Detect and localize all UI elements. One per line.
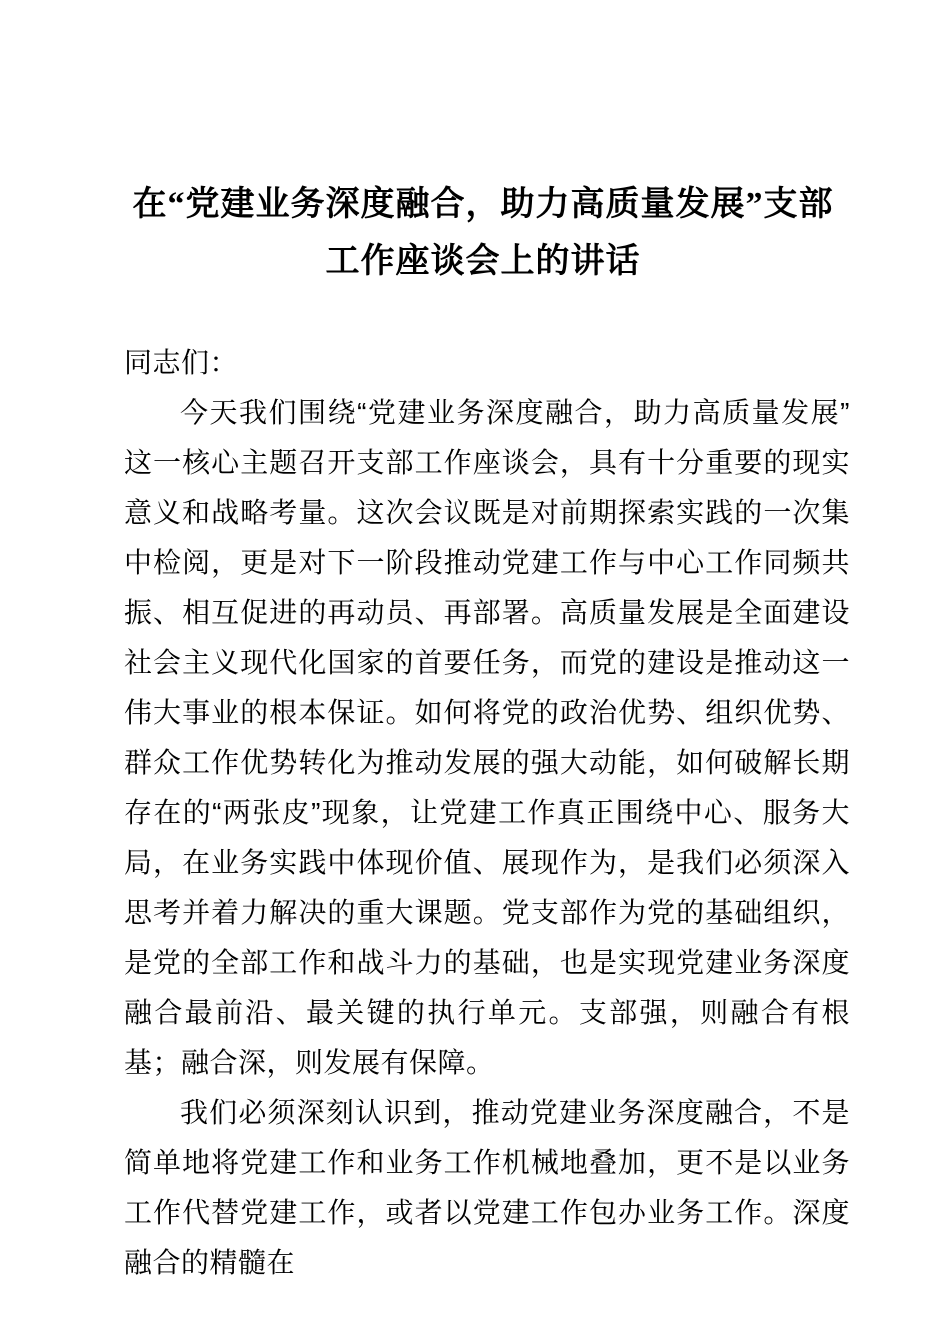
- document-title-line-2: 工作座谈会上的讲话: [325, 243, 641, 280]
- document-body: [0, 338, 950, 1288]
- paragraph-1: 今天我们围绕“党建业务深度融合，助力高质量发展”这一核心主题召开支部工作座谈会，具有十分重要的现实意义和战略考量。这次会议既是对前期探索实践的一次集中检阅，更是对下一阶段推动党建工作与中心工作同频共振、相互促进的再动员、再部署。高质量发展是全面建设社会主义现代化国家的首要任务，而党的建设是推动这一伟大事业的根本保证。如何将党的政治优势、组织优势、群众工作优势转化为推动发展的强大动能，如何破解长期存在的“两张皮”现象，让党建工作真正围绕中心、服务大局，在业务实践中体现价值、展现作为，是我们必须深入思考并着力解决的重大课题。党支部作为党的基础组织，是党的全部工作和战斗力的基础，也是实现党建业务深度融合最前沿、最关键的执行单元。支部强，则融合有根基；融合深，则发展有保障。: [124, 397, 850, 1078]
- document-title: [0, 0, 950, 290]
- salutation: 同志们：: [124, 347, 239, 378]
- paragraph-2: 我们必须深刻认识到，推动党建业务深度融合，不是简单地将党建工作和业务工作机械地叠加，更不是以业务工作代替党建工作，或者以党建工作包办业务工作。深度融合的精髓在: [124, 1097, 850, 1278]
- document-title-line-1: 在“党建业务深度融合，助力高质量发展”支部: [132, 186, 834, 223]
